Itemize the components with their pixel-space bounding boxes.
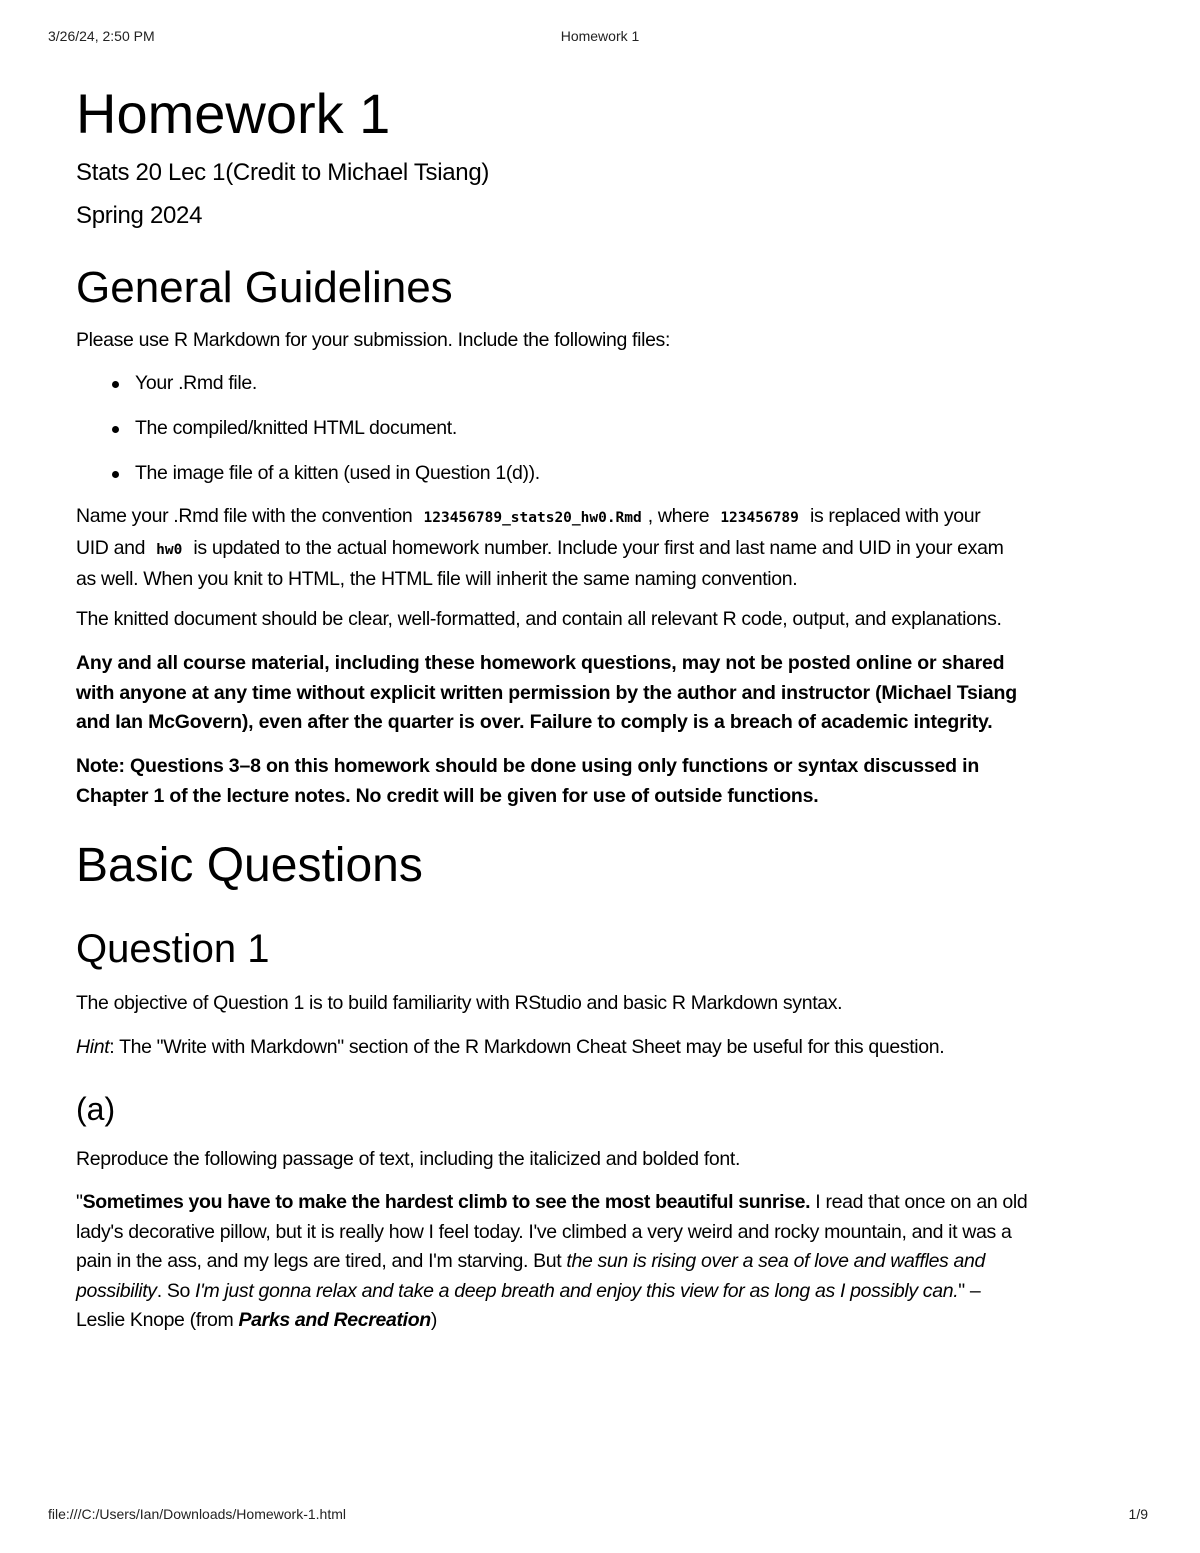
quote-passage [76, 1188, 1136, 1336]
quote-text: pain in the ass, and my legs are tired, and I'm starving. But [76, 1250, 567, 1272]
list-item [76, 369, 257, 399]
file-path: file:///C:/Users/Ian/Downloads/Homework-1.html [48, 1506, 346, 1522]
list-item-text: Your .Rmd file. [135, 372, 257, 394]
list-item-text: The image file of a kitten (used in Question 1(d)). [135, 462, 540, 484]
naming-text: is replaced with your [804, 505, 981, 527]
naming-text: Name your .Rmd file with the convention [76, 505, 418, 527]
hint-label: Hint [76, 1036, 110, 1058]
term-subtitle: Spring 2024 [76, 202, 203, 229]
naming-text: , where [647, 505, 715, 527]
basic-questions-heading: Basic Questions [76, 839, 423, 892]
quote-text: " – [958, 1279, 981, 1302]
hint-text: : The "Write with Markdown" section of the R Markdown Cheat Sheet may be useful for this question. [109, 1036, 945, 1058]
naming-paragraph [76, 502, 1126, 595]
quote-text: ) [430, 1309, 438, 1331]
quote-text: . So [156, 1279, 196, 1302]
quote-italic: the sun is rising over a sea of love and waffles and [566, 1250, 986, 1272]
part-a-instruction: Reproduce the following passage of text, including the italicized and bolded font. [76, 1148, 741, 1170]
print-header [48, 28, 1152, 48]
quote-bold: Sometimes you have to make the hardest climb to see the most beautiful sunrise. [82, 1191, 811, 1213]
naming-text: UID and [76, 536, 151, 559]
guidelines-heading: General Guidelines [76, 263, 453, 312]
filename-code: 123456789_stats20_hw0.Rmd [423, 510, 642, 526]
knitted-paragraph: The knitted document should be clear, well-formatted, and contain all relevant R code, output, and explanations. [76, 608, 1002, 630]
print-title: Homework 1 [560, 28, 640, 44]
note-paragraph [76, 752, 979, 811]
integrity-line: and Ian McGovern), even after the quarter is over. Failure to comply is a breach of academic integrity. [76, 711, 993, 733]
bullet-icon [112, 381, 119, 388]
quote-bold-italic: Parks and Recreation [238, 1309, 431, 1331]
naming-text: as well. When you knit to HTML, the HTML file will inherit the same naming convention. [76, 568, 798, 590]
course-subtitle: Stats 20 Lec 1(Credit to Michael Tsiang) [76, 159, 490, 186]
quote-italic: I'm just gonna relax and take a deep breath and enjoy this view for as long as I possibly can. [195, 1279, 959, 1302]
integrity-line: Any and all course material, including these homework questions, may not be posted online or shared [76, 652, 1005, 674]
list-item-text: The compiled/knitted HTML document. [135, 417, 457, 439]
integrity-paragraph [76, 649, 1017, 738]
page-title: Homework 1 [76, 82, 391, 145]
print-datetime: 3/26/24, 2:50 PM [48, 28, 155, 44]
list-item [76, 459, 540, 489]
quote-italic: possibility [76, 1279, 157, 1302]
guidelines-intro: Please use R Markdown for your submission. Include the following files: [76, 329, 671, 351]
naming-text: is updated to the actual homework number. Include your first and last name and UID in your exam [188, 536, 1004, 559]
print-footer [48, 1506, 1152, 1526]
list-item [76, 414, 457, 444]
note-line: Note: Questions 3–8 on this homework should be done using only functions or syntax discussed in [76, 755, 980, 777]
bullet-icon [112, 471, 119, 478]
quote-text: Leslie Knope (from [76, 1309, 239, 1331]
integrity-line: with anyone at any time without explicit written permission by the author and instructor (Michael Tsiang [76, 681, 1017, 704]
quote-text: I read that once on an old [810, 1191, 1028, 1213]
part-a-heading: (a) [76, 1091, 116, 1127]
question-1-heading: Question 1 [76, 927, 270, 971]
quote-text: lady's decorative pillow, but it is really how I feel today. I've climbed a very weird and rocky mountain, and it was a [76, 1220, 1012, 1243]
q1-objective: The objective of Question 1 is to build familiarity with RStudio and basic R Markdown syntax. [76, 992, 843, 1014]
hw-code: hw0 [156, 541, 183, 558]
page-number: 1/9 [1128, 1506, 1148, 1522]
quote-text: " [76, 1191, 83, 1213]
bullet-icon [112, 426, 119, 433]
q1-hint [76, 1033, 944, 1063]
uid-code: 123456789 [720, 510, 799, 526]
note-line: Chapter 1 of the lecture notes. No credit will be given for use of outside functions. [76, 784, 819, 807]
